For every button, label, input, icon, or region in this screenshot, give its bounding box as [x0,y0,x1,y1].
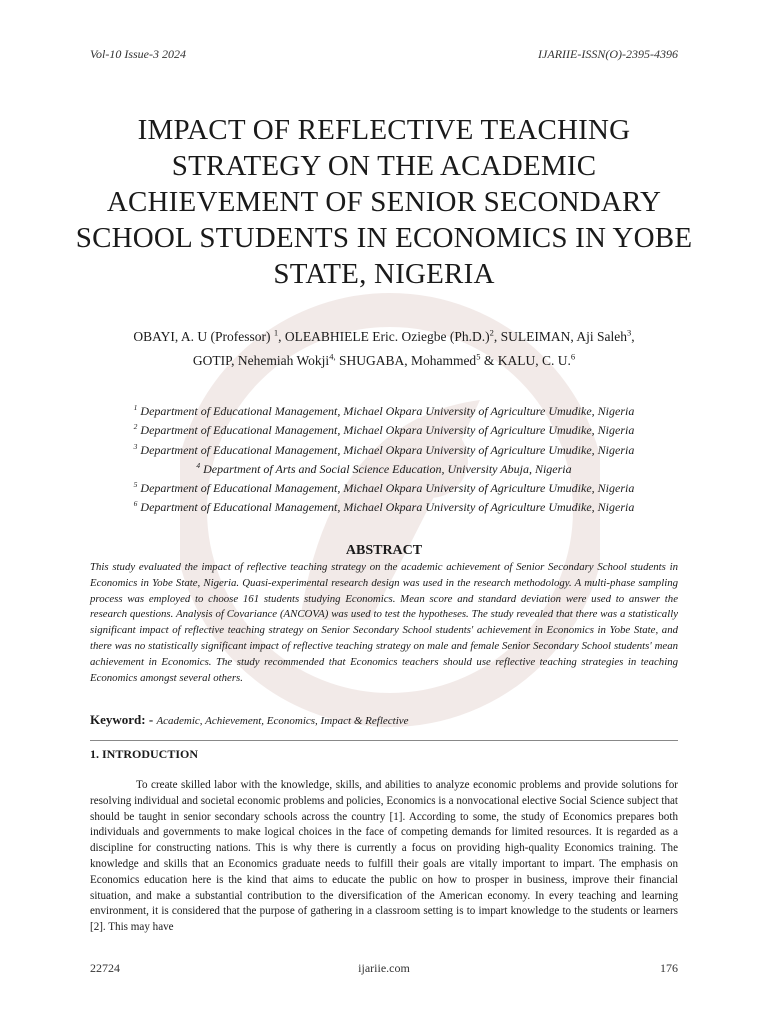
affiliation: $^3$ Department of Educational Management, Michael Okpara University of Agriculture Umudike, Nigeria [133,441,635,457]
author-list [70,322,698,371]
affiliation-list [70,400,698,516]
running-header-volume: Vol-10 Issue-3 2024 [90,47,186,61]
affiliation: $^6$ Department of Educational Management, Michael Okpara University of Agriculture Umudike, Nigeria [133,499,635,515]
author: GOTIP, Nehemiah Wokji$^{4,}$ [192,351,336,368]
footer-page-number: 176 [660,961,678,975]
author: SULEIMAN, Aji Saleh$^3$, [500,327,635,344]
introduction-paragraph: To create skilled labor with the knowledge, skills, and abilities to analyze economic problems and provide solutions for resolving individual and societal economic problems and policies, Economics is a nonvocational elective Social Science subject that should be taught in senior secondary schools across the country [1]. According to some, the study of Economics prepares both individuals and governments to make logical choices in the face of competing demands for limited resources. It is regarded as a discipline for constructing nations. This is why there is currently a focus on providing high-quality Economics training. The knowledge and skills that an Economics graduate needs to fulfill their goals are vitally important to impart. The emphasis on Economics education here is the kind that aims to educate the public on how to prosper in business, improve their financial situation, and make a substantial contribution to the diversification of the American economy. In every teaching and learning environment, it is considered that the purpose of gathering in a classroom setting is to impart knowledge to the students or learners [2]. This may have [90,779,678,934]
author: OLEABHIELE Eric. Oziegbe $(Ph.D.)^2$, [284,327,501,344]
affiliation: $^2$ Department of Educational Management, Michael Okpara University of Agriculture Umudike, Nigeria [133,422,635,438]
author: OBAYI, A. U (Professor) $^1$, [133,327,285,344]
running-header-issn: IJARIIE-ISSN(O)-2395-4396 [538,47,678,61]
paper-title: IMPACT OF REFLECTIVE TEACHING STRATEGY ON THE ACADEMIC ACHIEVEMENT OF SENIOR SECONDARY SCHOOL STUDENTS IN ECONOMICS IN YOBE STATE, NIGERIA [75,114,693,290]
affiliation: $^1$ Department of Educational Management, Michael Okpara University of Agriculture Umudike, Nigeria [133,403,635,418]
author: KALU, C. U.$^6$ [497,351,576,368]
author: SHUGABA, Mohammed$^5$ & [338,351,498,368]
section-divider [90,740,678,741]
keywords [90,712,409,728]
affiliation: $^5$ Department of Educational Management, Michael Okpara University of Agriculture Umudike, Nigeria [133,480,635,496]
keywords-label: Keyword: - [90,712,157,727]
abstract-heading: ABSTRACT [345,543,423,558]
footer-paper-id: 22724 [90,961,120,975]
affiliation: $^4$ Department of Arts and Social Science Education, University Abuja, Nigeria [196,460,572,476]
keywords-value: Academic, Achievement, Economics, Impact & Reflective [156,715,409,727]
abstract-body: This study evaluated the impact of reflective teaching strategy on the academic achievement of Senior Secondary School students in Economics in Yobe State, Nigeria. Quasi-experimental research design was used in the research methodology. A multi-phase sampling process was employed to choose 161 students studying Economics. Mean score and standard deviation were used to answer the research questions. Analysis of Covariance (ANCOVA) was used to test the hypotheses. The study revealed that there was a statistically significant impact of reflective teaching strategy on Senior Secondary School students' achievement in Economics in Yobe State, and there was no statistically significant impact of reflective teaching strategy on male and female Senior Secondary School students' mean achievement in Economics. The study recommended that Economics teachers should use reflective teaching strategies in teaching Economics amongst several others. [90,561,678,684]
introduction-body [90,778,678,936]
footer-site: ijariie.com [358,961,410,975]
section-heading: 1. INTRODUCTION [90,747,199,761]
